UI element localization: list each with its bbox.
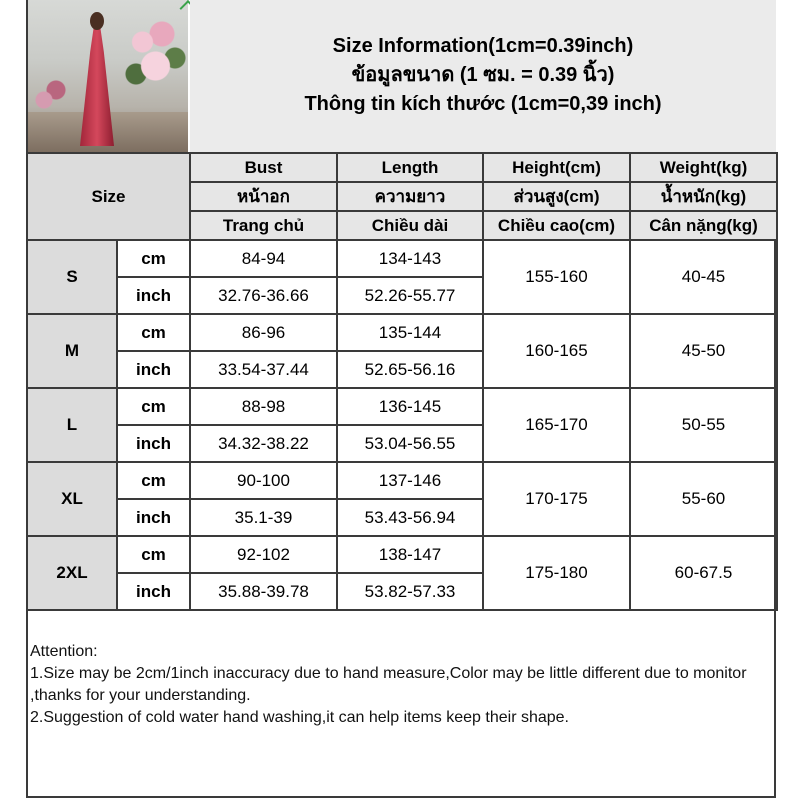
weight-range: 45-50 (630, 314, 777, 388)
table-row (27, 240, 777, 277)
unit-inch: inch (117, 351, 190, 388)
bust-cm: 88-98 (190, 388, 337, 425)
title-thai: ข้อมูลขนาด (1 ซม. = 0.39 นิ้ว) (351, 64, 615, 86)
height-range: 160-165 (483, 314, 630, 388)
height-header-thai: ส่วนสูง(cm) (483, 182, 630, 211)
bust-cm: 86-96 (190, 314, 337, 351)
length-cm: 135-144 (337, 314, 483, 351)
bust-header-thai: หน้าอก (190, 182, 337, 211)
length-cm: 134-143 (337, 240, 483, 277)
table-row (27, 388, 777, 425)
weight-range: 60-67.5 (630, 536, 777, 610)
bust-inch: 35.1-39 (190, 499, 337, 536)
product-photo (28, 0, 188, 152)
length-header-thai: ความยาว (337, 182, 483, 211)
unit-inch: inch (117, 425, 190, 462)
bust-inch: 34.32-38.22 (190, 425, 337, 462)
size-label: M (27, 314, 117, 388)
size-label: S (27, 240, 117, 314)
bust-inch: 33.54-37.44 (190, 351, 337, 388)
height-range: 155-160 (483, 240, 630, 314)
table-row (27, 462, 777, 499)
length-cm: 137-146 (337, 462, 483, 499)
flower-decoration (123, 10, 188, 90)
weight-header: Weight(kg) (630, 153, 777, 182)
length-cm: 138-147 (337, 536, 483, 573)
height-header: Height(cm) (483, 153, 630, 182)
unit-cm: cm (117, 314, 190, 351)
length-header-vi: Chiều dài (337, 211, 483, 240)
length-inch: 53.04-56.55 (337, 425, 483, 462)
size-header: Size (27, 153, 190, 240)
unit-inch: inch (117, 277, 190, 314)
bust-header-vi: Trang chủ (190, 211, 337, 240)
title-box (190, 0, 776, 152)
height-header-vi: Chiều cao(cm) (483, 211, 630, 240)
unit-cm: cm (117, 240, 190, 277)
attention-notes (30, 641, 770, 729)
size-label: XL (27, 462, 117, 536)
size-table (26, 152, 778, 611)
length-cm: 136-145 (337, 388, 483, 425)
size-label: 2XL (27, 536, 117, 610)
height-range: 165-170 (483, 388, 630, 462)
table-row (27, 536, 777, 573)
bust-cm: 90-100 (190, 462, 337, 499)
bust-cm: 84-94 (190, 240, 337, 277)
weight-range: 40-45 (630, 240, 777, 314)
unit-inch: inch (117, 499, 190, 536)
attention-heading: Attention: (30, 643, 98, 660)
length-inch: 53.82-57.33 (337, 573, 483, 610)
bust-inch: 32.76-36.66 (190, 277, 337, 314)
title-vietnamese: Thông tin kích thước (1cm=0,39 inch) (304, 93, 662, 115)
attention-note-2: 2.Suggestion of cold water hand washing,it can help items keep their shape. (30, 709, 569, 726)
bust-inch: 35.88-39.78 (190, 573, 337, 610)
size-label: L (27, 388, 117, 462)
header-row (27, 153, 777, 182)
height-range: 175-180 (483, 536, 630, 610)
weight-header-vi: Cân nặng(kg) (630, 211, 777, 240)
model-head (90, 12, 104, 30)
table-row (27, 314, 777, 351)
title-english: Size Information(1cm=0.39inch) (332, 35, 634, 57)
unit-cm: cm (117, 462, 190, 499)
weight-range: 50-55 (630, 388, 777, 462)
bust-cm: 92-102 (190, 536, 337, 573)
unit-cm: cm (117, 536, 190, 573)
length-inch: 52.26-55.77 (337, 277, 483, 314)
bust-header: Bust (190, 153, 337, 182)
attention-note-1: 1.Size may be 2cm/1inch inaccuracy due to hand measure,Color may be little different due to monitor ,thanks for your understanding. (30, 665, 747, 704)
unit-cm: cm (117, 388, 190, 425)
length-inch: 52.65-56.16 (337, 351, 483, 388)
height-range: 170-175 (483, 462, 630, 536)
dress-figure (80, 28, 114, 146)
weight-header-thai: น้ำหนัก(kg) (630, 182, 777, 211)
length-header: Length (337, 153, 483, 182)
unit-inch: inch (117, 573, 190, 610)
length-inch: 53.43-56.94 (337, 499, 483, 536)
weight-range: 55-60 (630, 462, 777, 536)
